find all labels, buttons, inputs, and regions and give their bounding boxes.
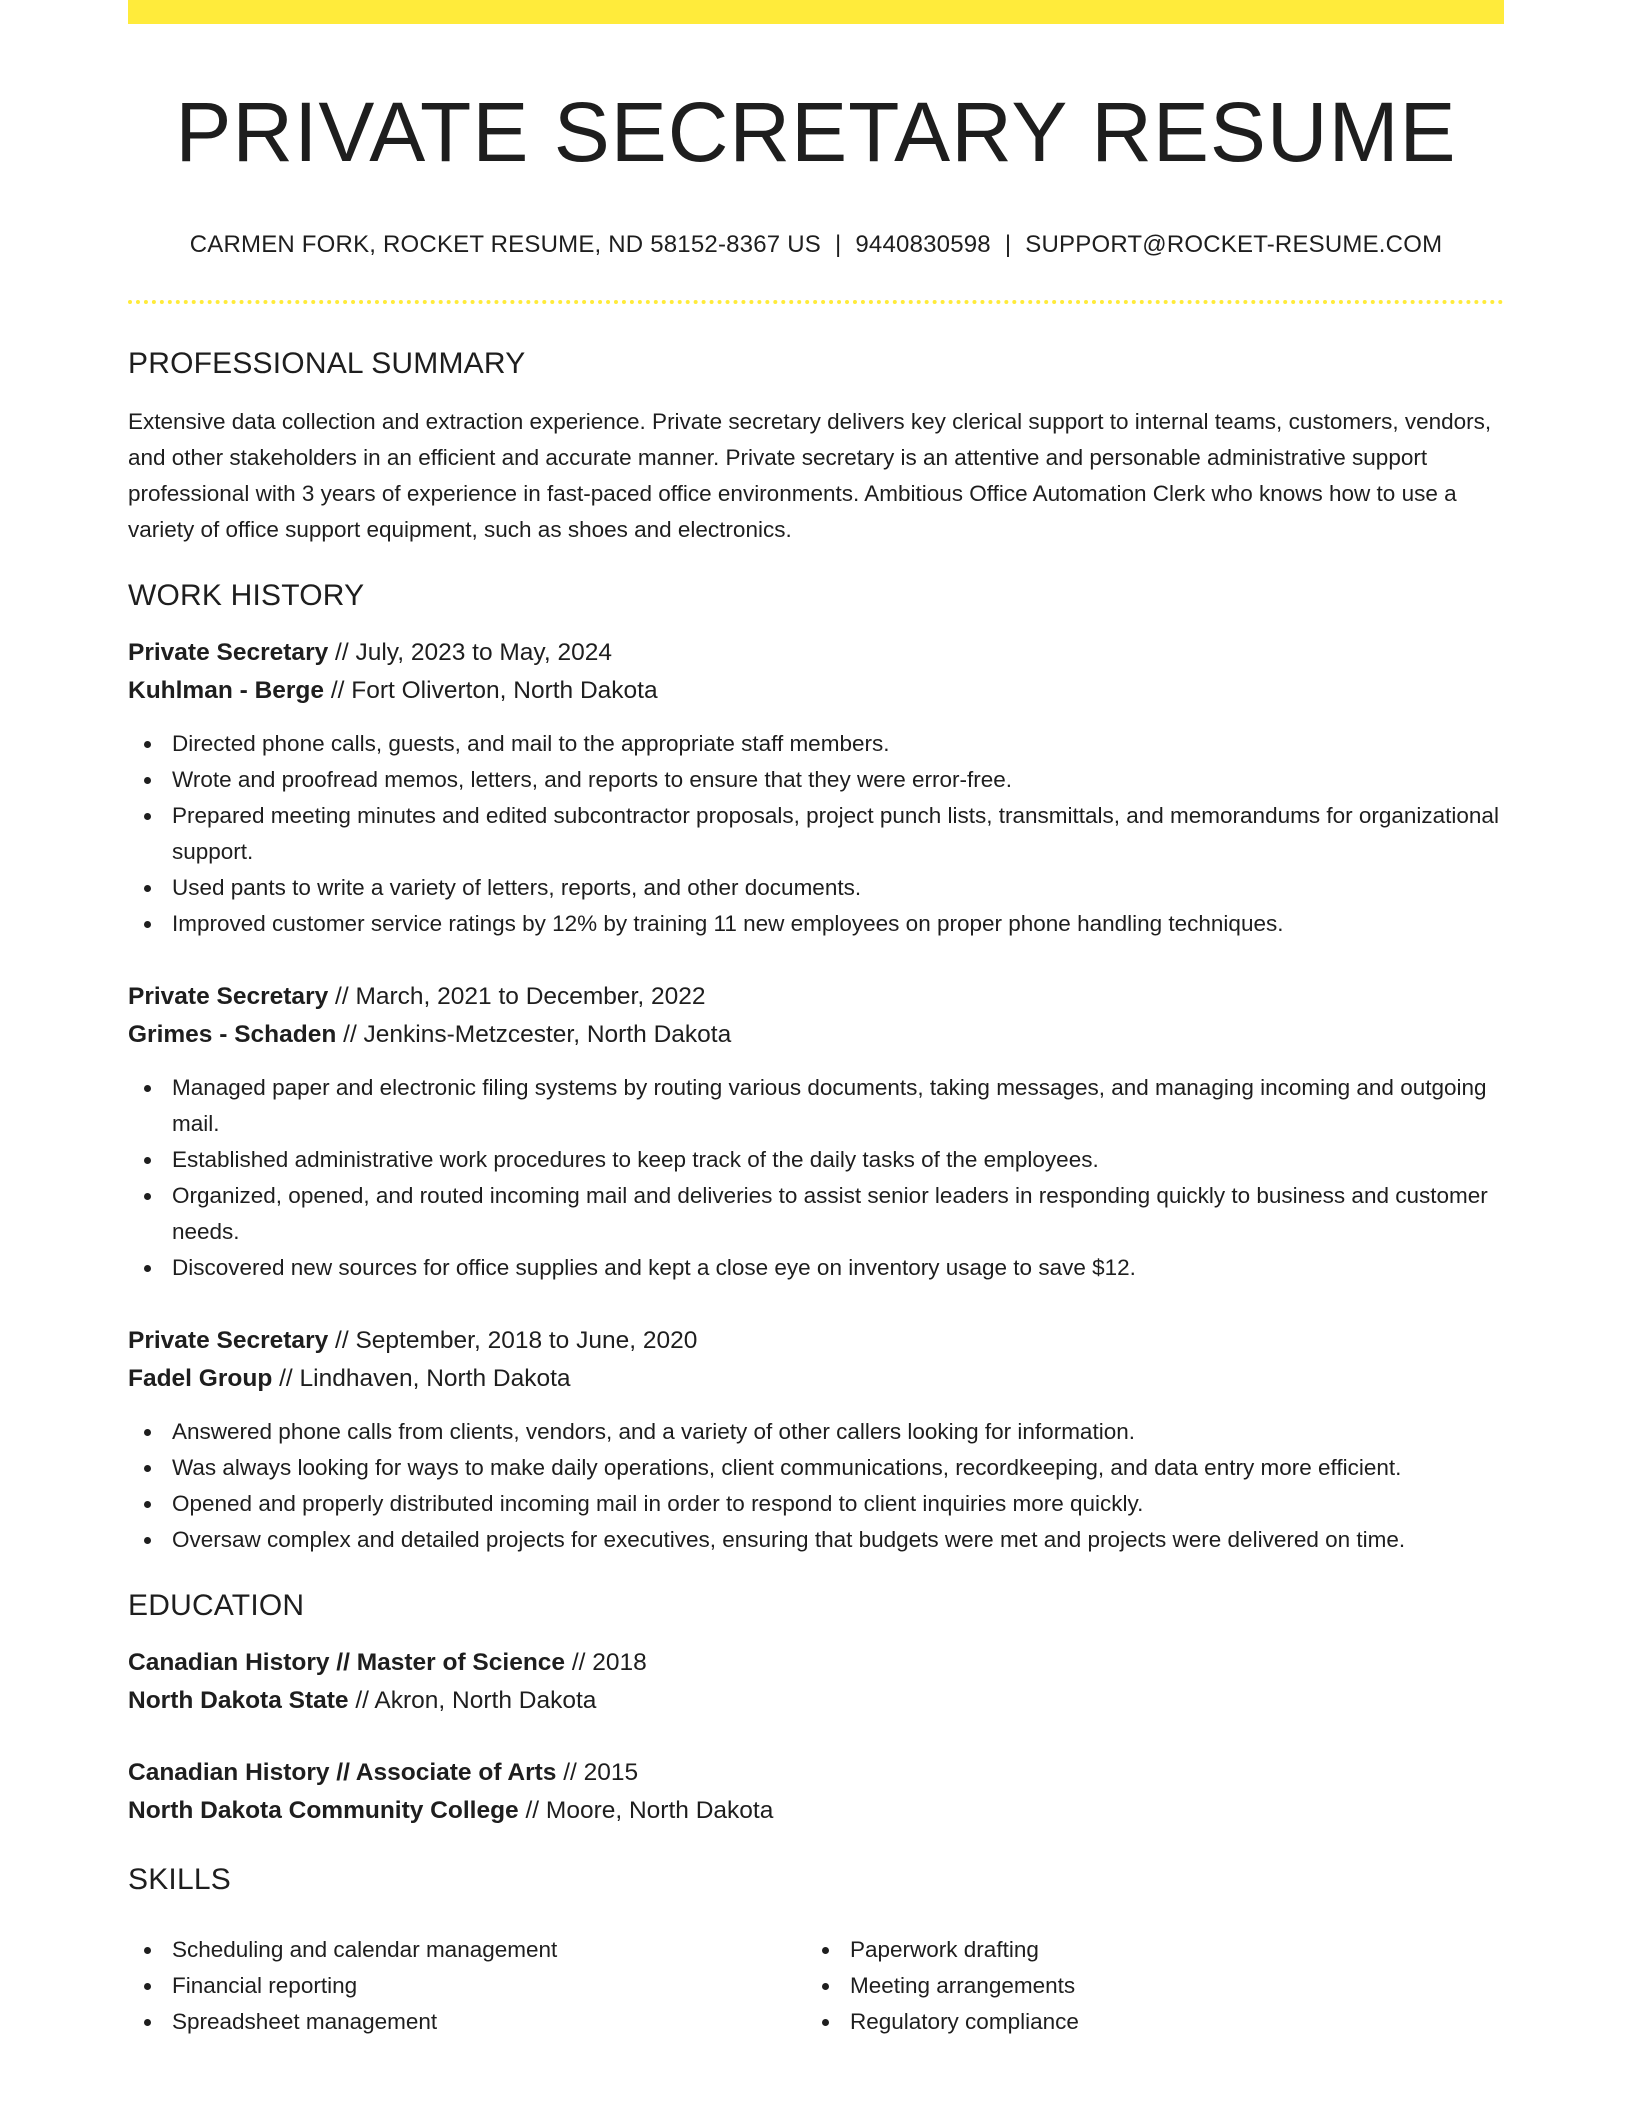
contact-separator: |	[834, 230, 842, 258]
job-title-line	[128, 978, 1504, 1016]
work-history-heading: WORK HISTORY	[128, 578, 365, 612]
skill-item: Meeting arrangements	[806, 1968, 1484, 2004]
job-entry	[128, 978, 1504, 1286]
summary-text: Extensive data collection and extraction experience. Private secretary delivers key clerical support to internal teams, customers, vendors, and other stakeholders in an efficient and accurate manner. Private secretary is an attentive and personable administrative support professional with 3 years of experience in fast-paced office environments. Ambitious Office Automation Clerk who knows how to use a variety of office support equipment, such as shoes and electronics.	[128, 408, 1492, 542]
contact-line	[128, 231, 1504, 260]
job-location: // Fort Oliverton, North Dakota	[324, 676, 658, 704]
job-dates: // March, 2021 to December, 2022	[328, 982, 706, 1010]
contact-phone: 9440830598	[855, 230, 991, 258]
job-bullet: Improved customer service ratings by 12% by training 11 new employees on proper phone handling techniques.	[128, 906, 1504, 942]
school: North Dakota Community College	[128, 1796, 519, 1824]
job-bullet: Opened and properly distributed incoming mail in order to respond to client inquiries more quickly.	[128, 1486, 1504, 1522]
skills-list-left	[128, 1932, 806, 2040]
skill-item: Paperwork drafting	[806, 1932, 1484, 1968]
skill-item: Financial reporting	[128, 1968, 806, 2004]
degree-line	[128, 1754, 1504, 1792]
resume-page	[128, 0, 1504, 2040]
school-location: // Akron, North Dakota	[348, 1686, 597, 1714]
job-bullet: Was always looking for ways to make daily operations, client communications, recordkeeping, and data entry more efficient.	[128, 1450, 1504, 1486]
job-company-line	[128, 672, 1504, 710]
job-title: Private Secretary	[128, 638, 329, 666]
skills-columns	[128, 1916, 1504, 2040]
skill-item: Regulatory compliance	[806, 2004, 1484, 2040]
job-bullet: Discovered new sources for office supplies and kept a close eye on inventory usage to save $12.	[128, 1250, 1504, 1286]
resume-title: PRIVATE SECRETARY RESUME	[175, 85, 1457, 179]
job-title: Private Secretary	[128, 1326, 329, 1354]
contact-email: SUPPORT@ROCKET-RESUME.COM	[1025, 230, 1443, 258]
job-bullet: Wrote and proofread memos, letters, and reports to ensure that they were error-free.	[128, 762, 1504, 798]
job-bullets	[128, 726, 1504, 942]
degree: Canadian History // Master of Science	[128, 1648, 566, 1676]
skill-item: Scheduling and calendar management	[128, 1932, 806, 1968]
degree-line	[128, 1644, 1504, 1682]
job-location: // Jenkins-Metzcester, North Dakota	[336, 1020, 732, 1048]
job-bullet: Used pants to write a variety of letters, reports, and other documents.	[128, 870, 1504, 906]
job-bullet: Organized, opened, and routed incoming mail and deliveries to assist senior leaders in responding quickly to business and customer needs.	[128, 1178, 1504, 1250]
job-title-line	[128, 634, 1504, 672]
job-company-line	[128, 1360, 1504, 1398]
job-bullet: Prepared meeting minutes and edited subcontractor proposals, project punch lists, transmittals, and memorandums for organizational support.	[128, 798, 1504, 870]
school: North Dakota State	[128, 1686, 349, 1714]
school-line	[128, 1682, 1504, 1720]
job-bullet: Directed phone calls, guests, and mail to the appropriate staff members.	[128, 726, 1504, 762]
job-title: Private Secretary	[128, 982, 329, 1010]
skills-list-right	[806, 1932, 1484, 2040]
education-entry	[128, 1754, 1504, 1830]
job-dates: // September, 2018 to June, 2020	[328, 1326, 698, 1354]
degree-year: // 2018	[565, 1648, 647, 1676]
job-entry	[128, 634, 1504, 942]
job-company: Grimes - Schaden	[128, 1020, 337, 1048]
job-bullet: Answered phone calls from clients, vendors, and a variety of other callers looking for information.	[128, 1414, 1504, 1450]
job-bullets	[128, 1070, 1504, 1286]
job-company: Kuhlman - Berge	[128, 676, 325, 704]
skill-item: Spreadsheet management	[128, 2004, 806, 2040]
accent-bar	[128, 0, 1504, 24]
school-location: // Moore, North Dakota	[518, 1796, 774, 1824]
job-bullet: Oversaw complex and detailed projects for executives, ensuring that budgets were met and projects were delivered on time.	[128, 1522, 1504, 1558]
degree-year: // 2015	[556, 1758, 639, 1786]
job-company-line	[128, 1016, 1504, 1054]
job-bullet: Established administrative work procedures to keep track of the daily tasks of the employees.	[128, 1142, 1504, 1178]
education-entry	[128, 1644, 1504, 1720]
education-heading: EDUCATION	[128, 1588, 305, 1622]
summary-heading: PROFESSIONAL SUMMARY	[128, 346, 526, 380]
job-bullet: Managed paper and electronic filing systems by routing various documents, taking messages, and managing incoming and outgoing mail.	[128, 1070, 1504, 1142]
contact-address: CARMEN FORK, ROCKET RESUME, ND 58152-8367 US	[189, 230, 821, 258]
dotted-divider	[128, 300, 1504, 304]
skills-heading: SKILLS	[128, 1862, 231, 1896]
job-entry	[128, 1322, 1504, 1558]
job-company: Fadel Group	[128, 1364, 273, 1392]
contact-separator: |	[1004, 230, 1012, 258]
school-line	[128, 1792, 1504, 1830]
job-bullets	[128, 1414, 1504, 1558]
job-dates: // July, 2023 to May, 2024	[328, 638, 612, 666]
job-title-line	[128, 1322, 1504, 1360]
degree: Canadian History // Associate of Arts	[128, 1758, 557, 1786]
job-location: // Lindhaven, North Dakota	[272, 1364, 571, 1392]
